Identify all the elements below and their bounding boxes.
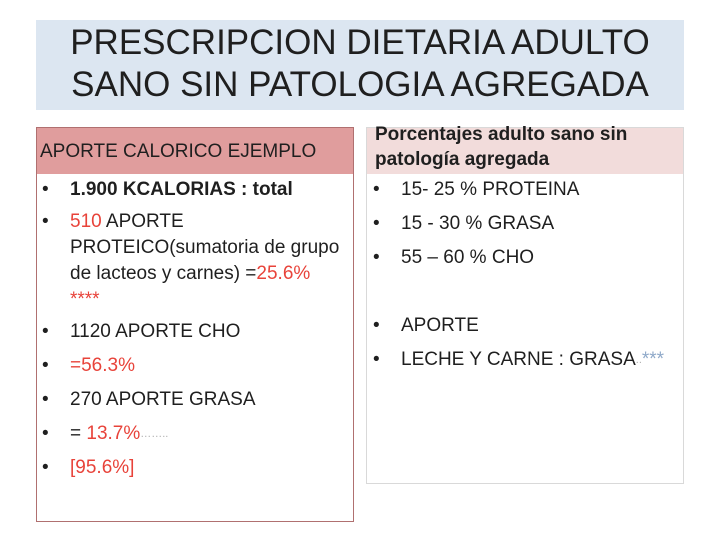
- item-cho-percent: =56.3%: [70, 355, 135, 376]
- right-bullet-list: [371, 177, 676, 373]
- item-leche-carne: LECHE Y CARNE : GRASA: [401, 349, 636, 370]
- item-protein-text: APORTE PROTEICO(sumatoria de grupo de lacteos y carnes) =: [70, 211, 340, 284]
- right-heading: Porcentajes adulto sano sin patología agregada: [375, 124, 628, 170]
- title-line-2: SANO SIN PATOLOGIA AGREGADA: [71, 65, 649, 104]
- bullet-icon: •: [42, 211, 49, 232]
- bullet-icon: •: [42, 321, 49, 342]
- bullet-icon: •: [373, 315, 380, 336]
- left-bullet-list: [40, 177, 340, 481]
- item-grasa-percent: 13.7%: [86, 423, 141, 444]
- item-total-percent: [95.6%]: [70, 457, 135, 478]
- item-leche-dots: ..: [635, 354, 642, 366]
- list-item: [40, 319, 340, 345]
- slide-title: [36, 22, 684, 106]
- bullet-icon: •: [373, 179, 380, 200]
- left-heading: APORTE CALORICO EJEMPLO: [40, 141, 317, 162]
- bullet-icon: •: [42, 355, 49, 376]
- item-grasa-dots: ……..: [140, 428, 169, 440]
- list-item: [40, 209, 340, 313]
- bullet-icon: •: [373, 213, 380, 234]
- bullet-icon: •: [42, 423, 49, 444]
- list-item: [40, 387, 340, 413]
- item-protein-percent: 25.6% ****: [70, 263, 311, 310]
- item-aporte: APORTE: [401, 315, 479, 336]
- item-cho: 1120 APORTE CHO: [70, 321, 241, 342]
- item-proteina-range: 15- 25 % PROTEINA: [401, 179, 580, 200]
- list-item: [371, 245, 676, 271]
- list-item: [371, 347, 676, 373]
- bullet-icon: •: [373, 349, 380, 370]
- item-leche-stars: ***: [641, 349, 665, 370]
- list-item: [371, 177, 676, 203]
- item-grasa: 270 APORTE GRASA: [70, 389, 256, 410]
- item-grasa-range: 15 - 30 % GRASA: [401, 213, 555, 234]
- bullet-icon: •: [42, 457, 49, 478]
- item-total-kcal: 1.900 KCALORIAS : total: [70, 179, 293, 200]
- item-cho-range: 55 – 60 % CHO: [401, 247, 535, 268]
- list-item: [40, 353, 340, 379]
- item-protein-value: 510: [70, 211, 102, 232]
- list-item: [40, 455, 340, 481]
- title-line-1: PRESCRIPCION DIETARIA ADULTO: [70, 23, 650, 62]
- list-item: [371, 211, 676, 237]
- list-item: [40, 177, 340, 203]
- bullet-icon: •: [42, 179, 49, 200]
- bullet-icon: •: [373, 247, 380, 268]
- bullet-icon: •: [42, 389, 49, 410]
- item-grasa-eq: =: [70, 423, 87, 444]
- list-item: [40, 421, 340, 447]
- list-item: [371, 313, 676, 339]
